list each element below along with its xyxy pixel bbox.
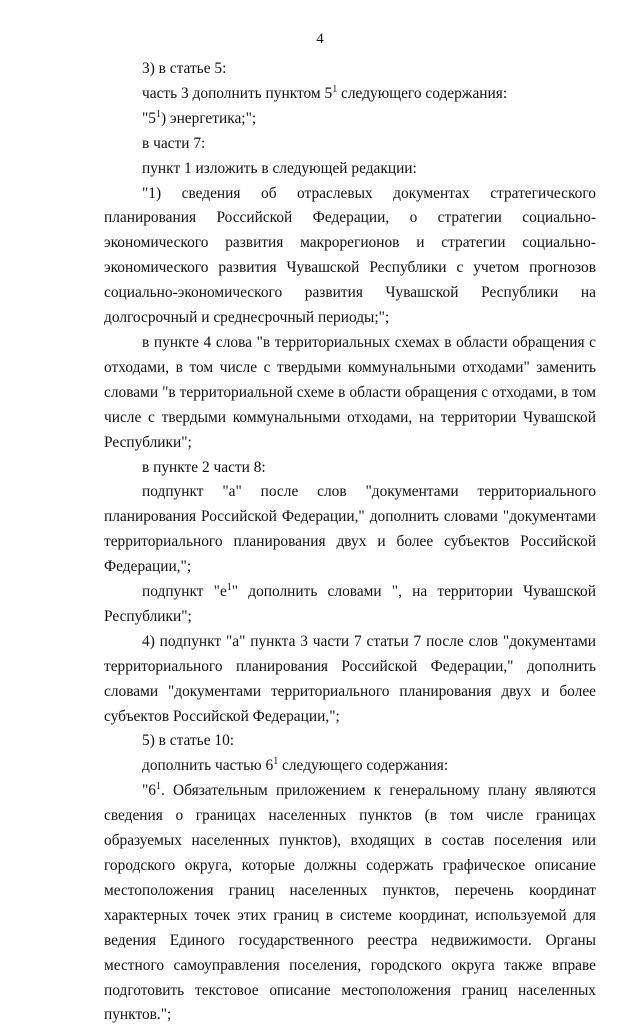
paragraph-part-3-add: часть 3 дополнить пунктом $5^1$ следующего содержания: [142,83,508,102]
paragraph-item-2-part-8: в пункте 2 части 8: [142,458,266,476]
paragraph-energy: "$5^1$) энергетика;"; [142,108,257,127]
paragraph-article-10: 5) в статье 10: [142,732,235,750]
paragraph-article-5: 3) в статье 5: [142,60,227,77]
page-number: 4 [316,31,324,47]
paragraph-item-1-text: "1) сведения об отраслевых документах стратегического планирования Российской Федерации, о стратегии социально-экономического развития макрорегионов и стратегии социально-экономического развития Чувашской Республики с учетом прогнозов социально-экономического развития Чувашской Республики на долгосрочный и среднесрочный периоды;"; [104,184,596,327]
paragraph-subitem-a: подпункт "а" после слов "документами территориального планирования Российской Федерации," дополнить словами "документами территориального планирования двух и более субъектов Российской Федерации,"; [104,483,596,576]
paragraph-subitem-e1: подпункт "$е^1$" дополнить словами ", на территории Чувашской Республики"; [104,582,596,625]
paragraph-part-6-1-text: "$6^1$. Обязательным приложением к генеральному плану являются сведения о границах населенных пунктов (в том числе границах образуемых населенных пунктов), входящих в состав поселения или городского округа, которые должны содержать графическое описание местоположения границ населенных пунктов, перечень координат характерных точек этих границ в системе координат, используемой для ведения Единого государственного реестра недвижимости. Органы местного самоуправления поселения, городского округа также вправе подготовить текстовое описание местоположения границ населенных пунктов."; [104,781,596,1024]
paragraph-item-1-intro: пункт 1 изложить в следующей редакции: [142,159,417,177]
document-body [104,57,596,1028]
paragraph-part-7: в части 7: [142,134,206,152]
paragraph-article-7: 4) подпункт "а" пункта 3 части 7 статьи 7 после слов "документами территориального планирования Российской Федерации," дополнить словами "документами территориального планирования двух и более субъектов Российской Федерации,"; [104,632,596,725]
paragraph-part-6-1-add: дополнить частью $6^1$ следующего содержания: [142,756,449,775]
paragraph-item-4-replace: в пункте 4 слова "в территориальных схемах в области обращения с отходами, в том числе с твердыми коммунальными отходами" заменить словами "в территориальной схеме в области обращения с отходами, в том числе с твердыми коммунальными отходами, на территории Чувашской Республики"; [104,333,596,451]
